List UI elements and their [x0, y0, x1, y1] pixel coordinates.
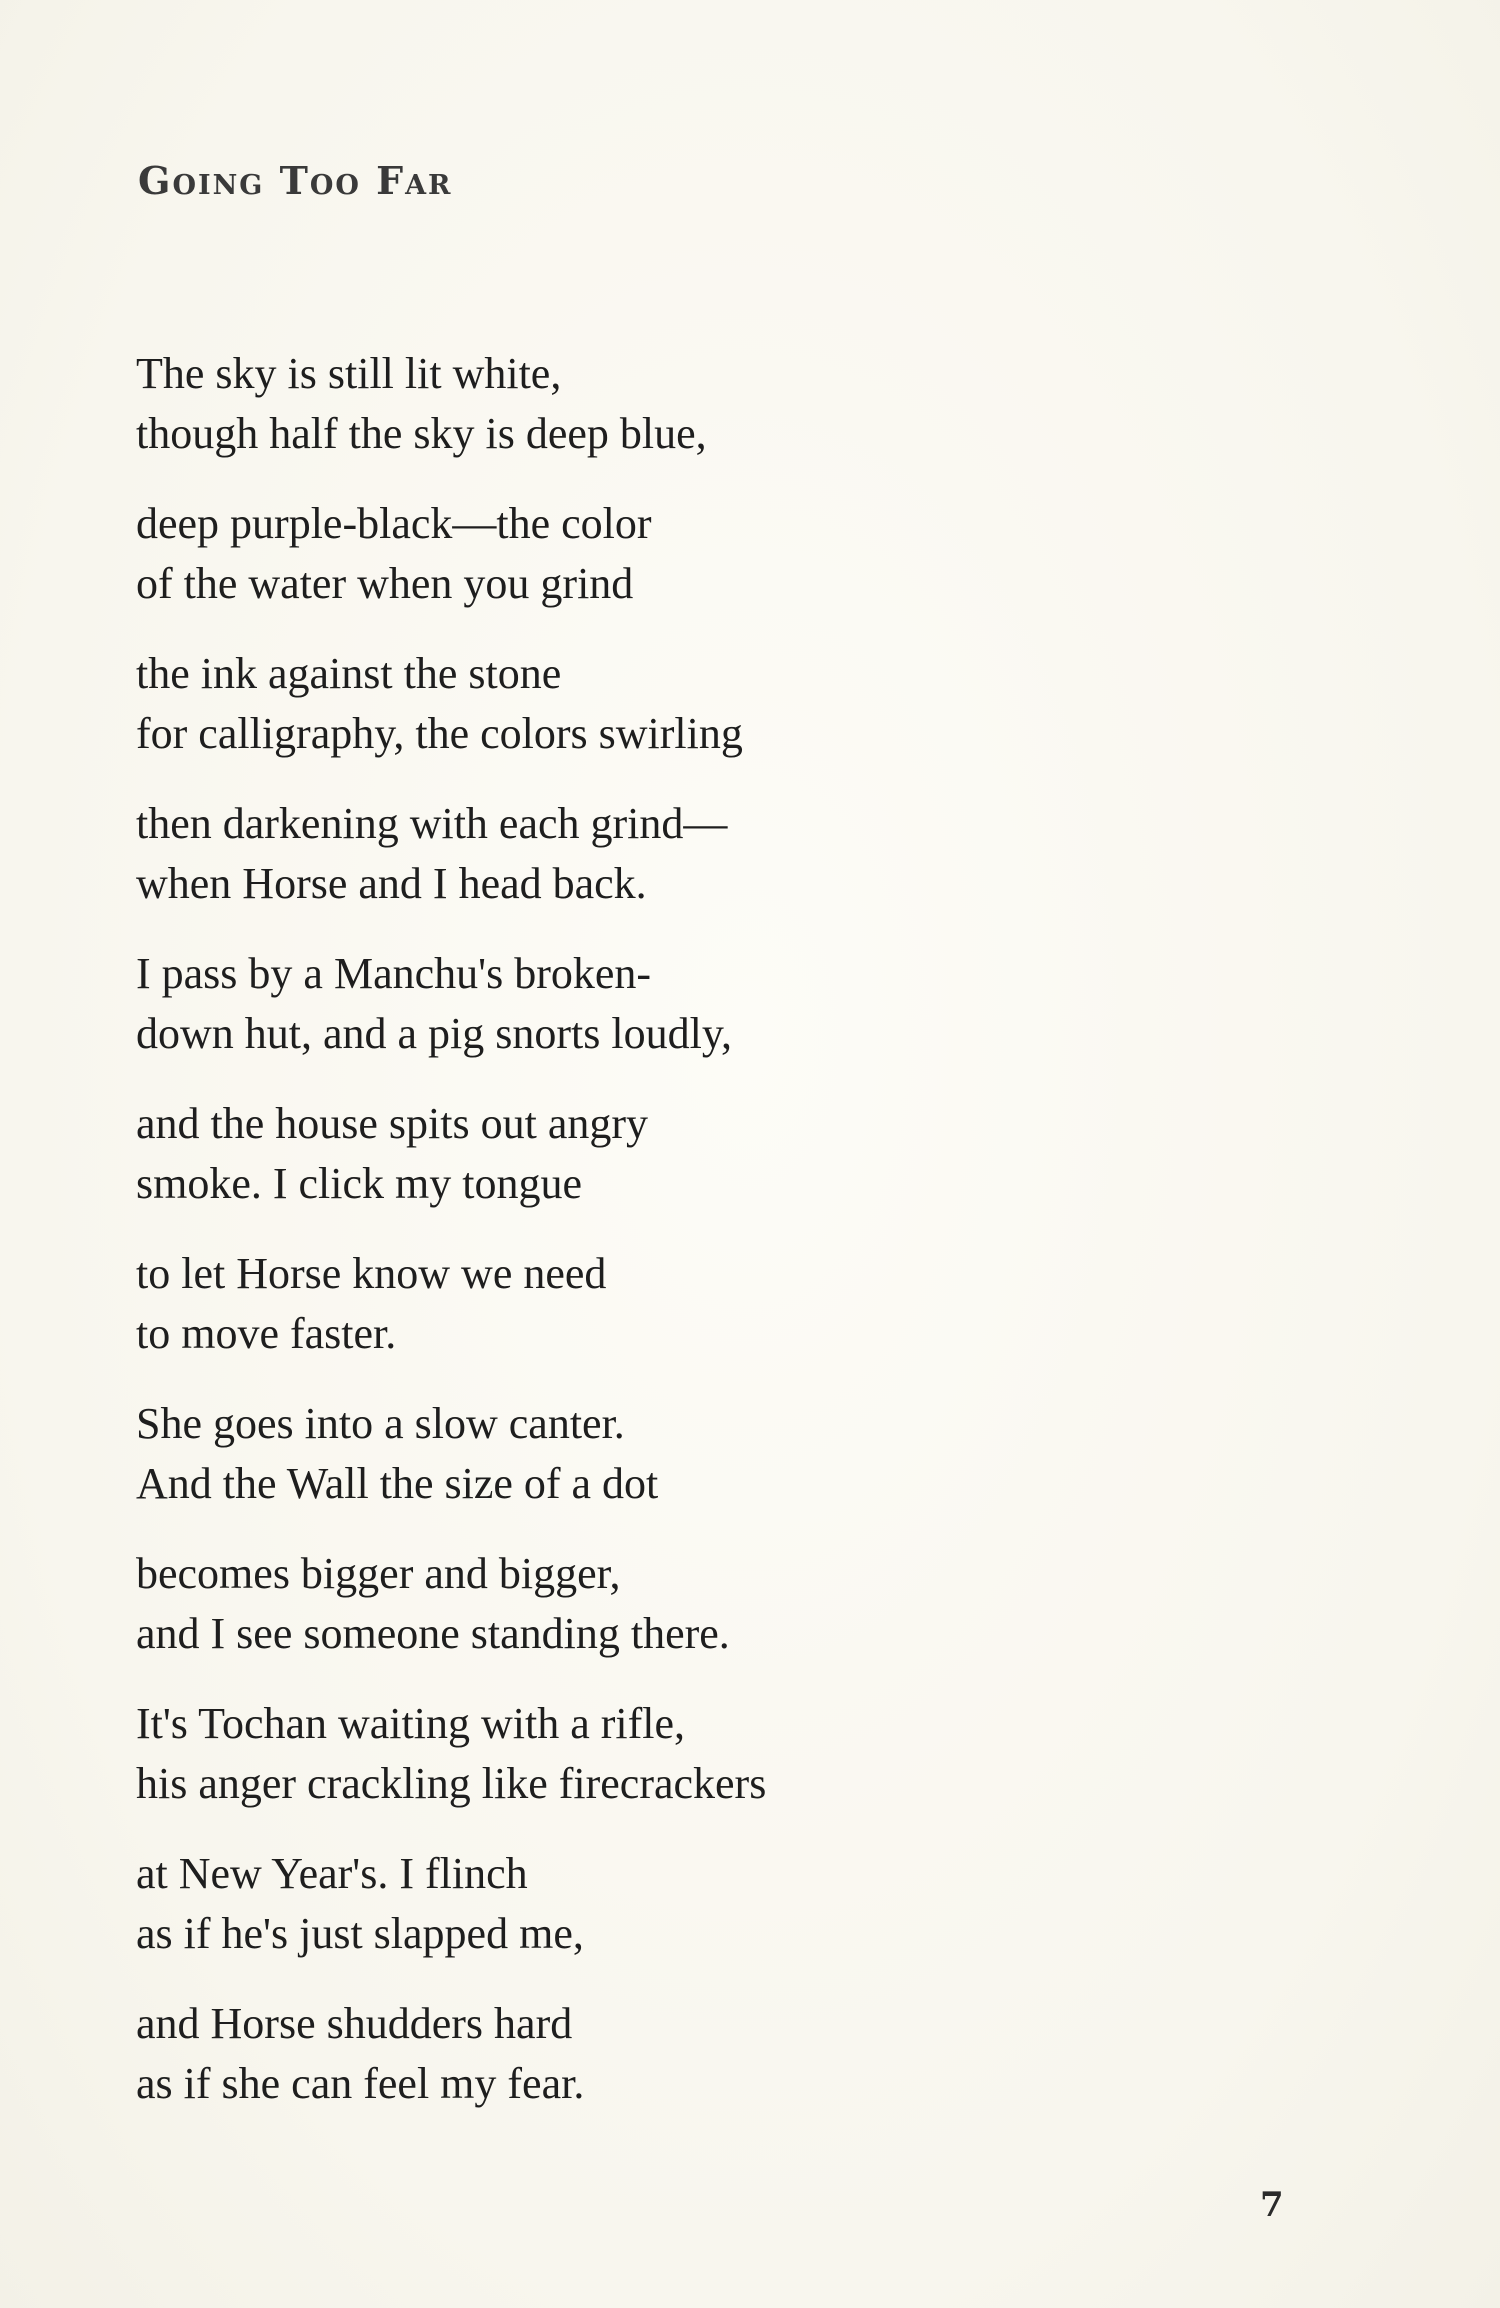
- stanza: [136, 344, 1036, 464]
- page-number: 7: [1260, 2185, 1284, 2225]
- poem-line: as if he's just slapped me,: [136, 1909, 584, 1958]
- poem-line: It's Tochan waiting with a rifle,: [136, 1699, 686, 1748]
- poem-line: smoke. I click my tongue: [136, 1159, 583, 1208]
- poem-line: becomes bigger and bigger,: [136, 1549, 621, 1598]
- poem-line: I pass by a Manchu's broken-: [136, 949, 652, 998]
- poem-body: [136, 344, 1036, 2144]
- stanza: [136, 944, 1036, 1064]
- poem-line: though half the sky is deep blue,: [136, 409, 707, 458]
- poem-line: to move faster.: [136, 1309, 397, 1358]
- stanza: [136, 1544, 1036, 1664]
- poem-line: She goes into a slow canter.: [136, 1399, 625, 1448]
- stanza: [136, 1394, 1036, 1514]
- poem-line: down hut, and a pig snorts loudly,: [136, 1009, 732, 1058]
- stanza: [136, 1094, 1036, 1214]
- stanza: [136, 794, 1036, 914]
- poem-line: and the house spits out angry: [136, 1099, 649, 1148]
- stanza: [136, 1244, 1036, 1364]
- poem-line: and I see someone standing there.: [136, 1609, 730, 1658]
- poem-line: The sky is still lit white,: [136, 349, 562, 398]
- poem-line: of the water when you grind: [136, 559, 634, 608]
- stanza: [136, 1844, 1036, 1964]
- poem-line: And the Wall the size of a dot: [136, 1459, 659, 1508]
- poem-line: then darkening with each grind—: [136, 799, 728, 848]
- poem-line: deep purple-black—the color: [136, 499, 652, 548]
- poem-line: his anger crackling like firecrackers: [136, 1759, 767, 1808]
- poem-title: Going Too Far: [138, 158, 453, 203]
- poem-line: the ink against the stone: [136, 649, 562, 698]
- stanza: [136, 1994, 1036, 2114]
- poem-line: at New Year's. I flinch: [136, 1849, 528, 1898]
- stanza: [136, 1694, 1036, 1814]
- poem-line: when Horse and I head back.: [136, 859, 647, 908]
- poem-line: and Horse shudders hard: [136, 1999, 573, 2048]
- poem-line: for calligraphy, the colors swirling: [136, 709, 743, 758]
- stanza: [136, 644, 1036, 764]
- poem-line: as if she can feel my fear.: [136, 2059, 585, 2108]
- stanza: [136, 494, 1036, 614]
- poem-line: to let Horse know we need: [136, 1249, 607, 1298]
